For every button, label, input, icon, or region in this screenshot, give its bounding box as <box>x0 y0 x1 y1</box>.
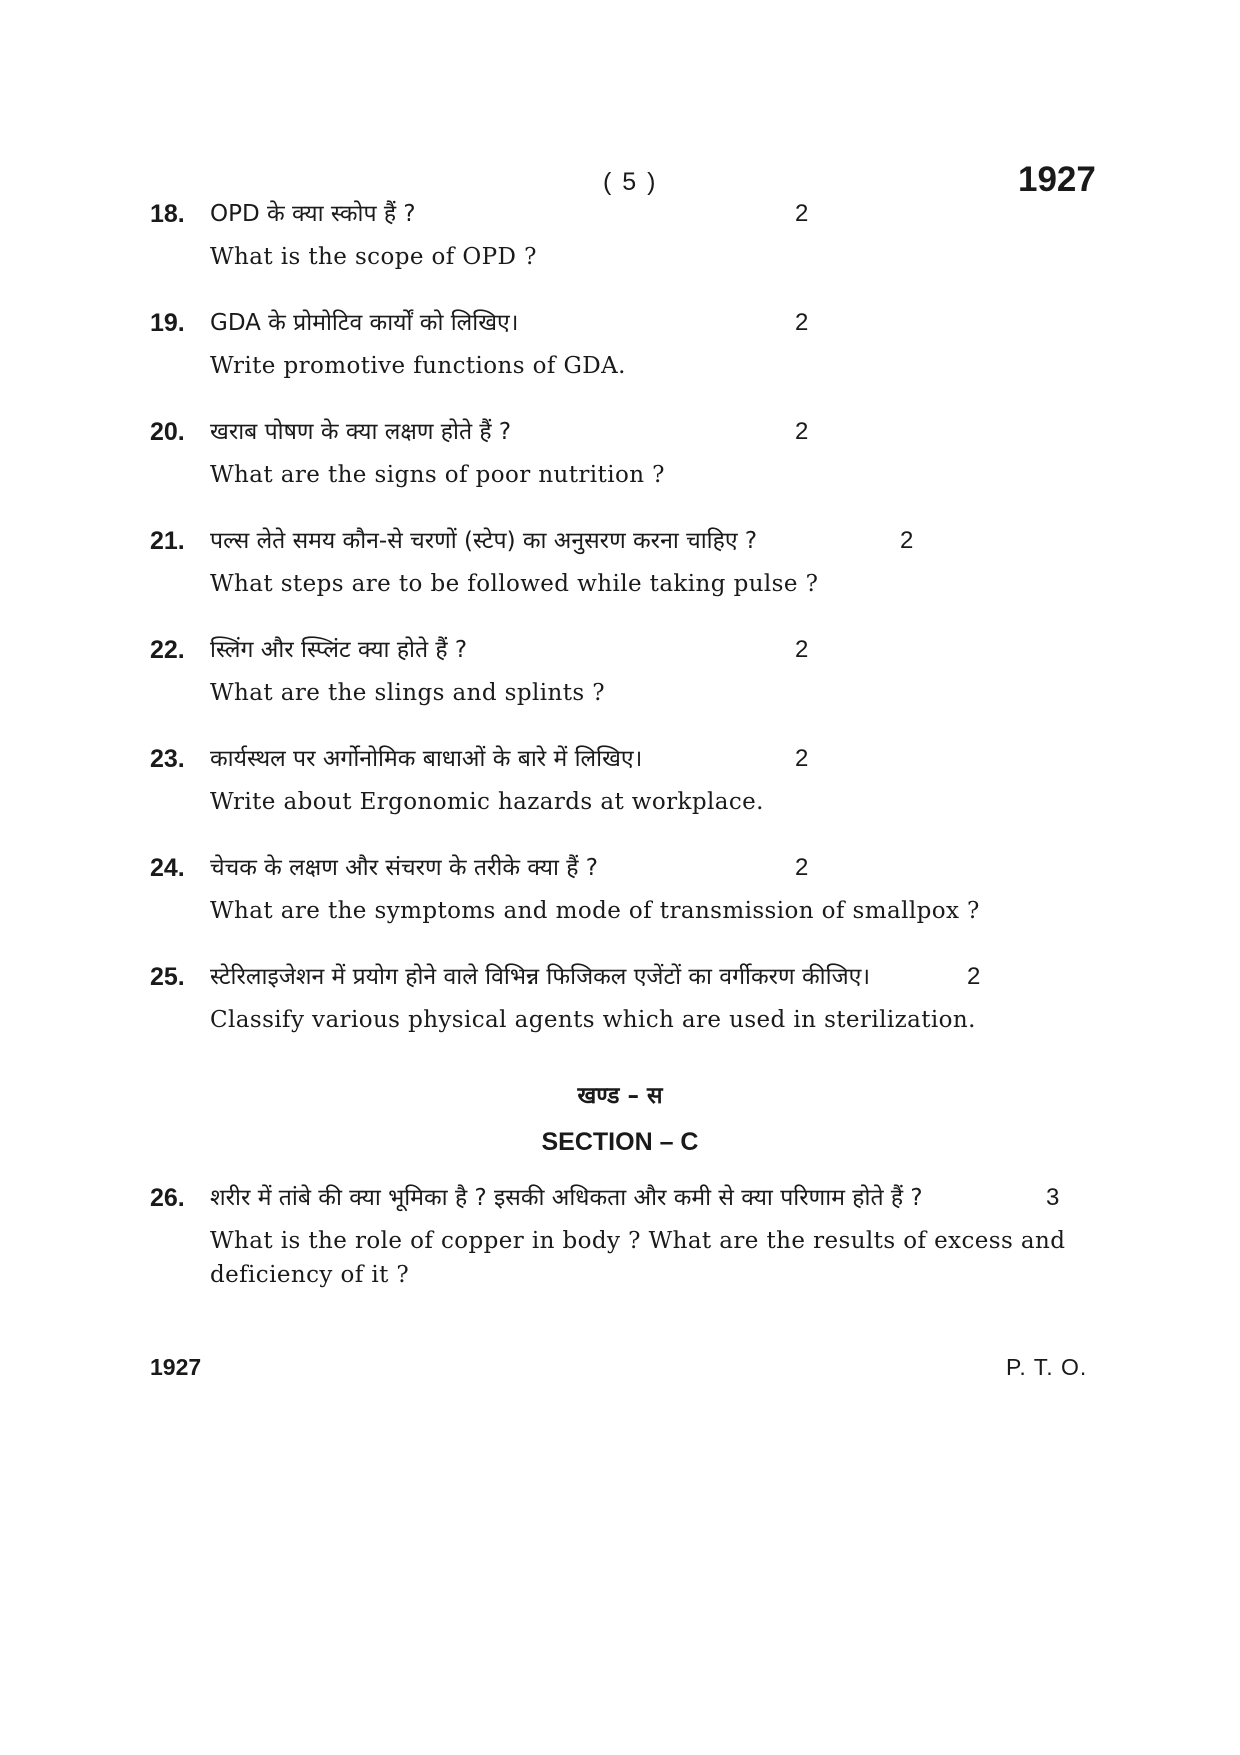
question-text-hindi: कार्यस्थल पर अर्गोनोमिक बाधाओं के बारे में लिखिए। <box>210 746 643 772</box>
question-20 <box>150 414 1100 514</box>
question-text-hindi: GDA के प्रोमोटिव कार्यों को लिखिए। <box>210 310 519 336</box>
page-number: ( 5 ) <box>603 168 658 196</box>
question-text-hindi: चेचक के लक्षण और संचरण के तरीके क्या हैं ? <box>210 855 599 881</box>
question-marks: 3 <box>1046 1184 1060 1211</box>
question-text-english: What are the signs of poor nutrition ? <box>210 462 665 488</box>
question-marks: 2 <box>795 309 809 336</box>
question-text-english: Write promotive functions of GDA. <box>210 353 626 379</box>
question-19 <box>150 305 1100 405</box>
question-text-english: What steps are to be followed while taking pulse ? <box>210 571 819 597</box>
question-marks: 2 <box>900 527 914 554</box>
question-22 <box>150 632 1100 732</box>
question-number: 22. <box>150 636 185 664</box>
question-marks: 2 <box>795 200 809 227</box>
question-text-hindi: OPD के क्या स्कोप हैं ? <box>210 201 416 227</box>
question-text-english: What are the symptoms and mode of transmission of smallpox ? <box>210 898 980 924</box>
question-21 <box>150 523 1100 623</box>
question-text-english: Write about Ergonomic hazards at workplace. <box>210 789 764 815</box>
section-title-hindi: खण्ड – स <box>577 1083 663 1109</box>
question-23 <box>150 741 1100 841</box>
question-text-hindi: स्लिंग और स्प्लिंट क्या होते हैं ? <box>210 637 468 663</box>
paper-code-header: 1927 <box>1018 160 1096 199</box>
question-25 <box>150 959 1100 1059</box>
question-number: 21. <box>150 527 185 555</box>
question-text-english: What is the scope of OPD ? <box>210 244 537 270</box>
question-text-hindi: स्टेरिलाइजेशन में प्रयोग होने वाले विभिन्न फिजिकल एजेंटों का वर्गीकरण कीजिए। <box>210 964 871 990</box>
question-text-english: Classify various physical agents which are used in sterilization. <box>210 1007 976 1033</box>
question-24 <box>150 850 1100 950</box>
question-number: 26. <box>150 1184 185 1212</box>
question-number: 20. <box>150 418 185 446</box>
question-number: 23. <box>150 745 185 773</box>
question-text-english: What are the slings and splints ? <box>210 680 605 706</box>
pto-label: P. T. O. <box>1006 1354 1088 1380</box>
question-text-hindi: पल्स लेते समय कौन-से चरणों (स्टेप) का अनुसरण करना चाहिए ? <box>210 528 758 554</box>
question-number: 18. <box>150 200 185 228</box>
section-title-english: SECTION – C <box>541 1128 699 1156</box>
question-marks: 2 <box>795 636 809 663</box>
question-number: 25. <box>150 963 185 991</box>
question-marks: 2 <box>967 963 981 990</box>
question-text-english: What is the role of copper in body ? What are the results of excess and deficiency of it ? <box>210 1228 1066 1288</box>
question-marks: 2 <box>795 745 809 772</box>
question-number: 19. <box>150 309 185 337</box>
question-text-hindi: खराब पोषण के क्या लक्षण होते हैं ? <box>210 419 512 445</box>
question-marks: 2 <box>795 418 809 445</box>
question-text-hindi: शरीर में तांबे की क्या भूमिका है ? इसकी अधिकता और कमी से क्या परिणाम होते हैं ? <box>210 1185 923 1211</box>
question-number: 24. <box>150 854 185 882</box>
question-marks: 2 <box>795 854 809 881</box>
question-26 <box>150 1180 1100 1320</box>
question-18 <box>150 196 1100 296</box>
paper-code-footer: 1927 <box>150 1354 202 1380</box>
